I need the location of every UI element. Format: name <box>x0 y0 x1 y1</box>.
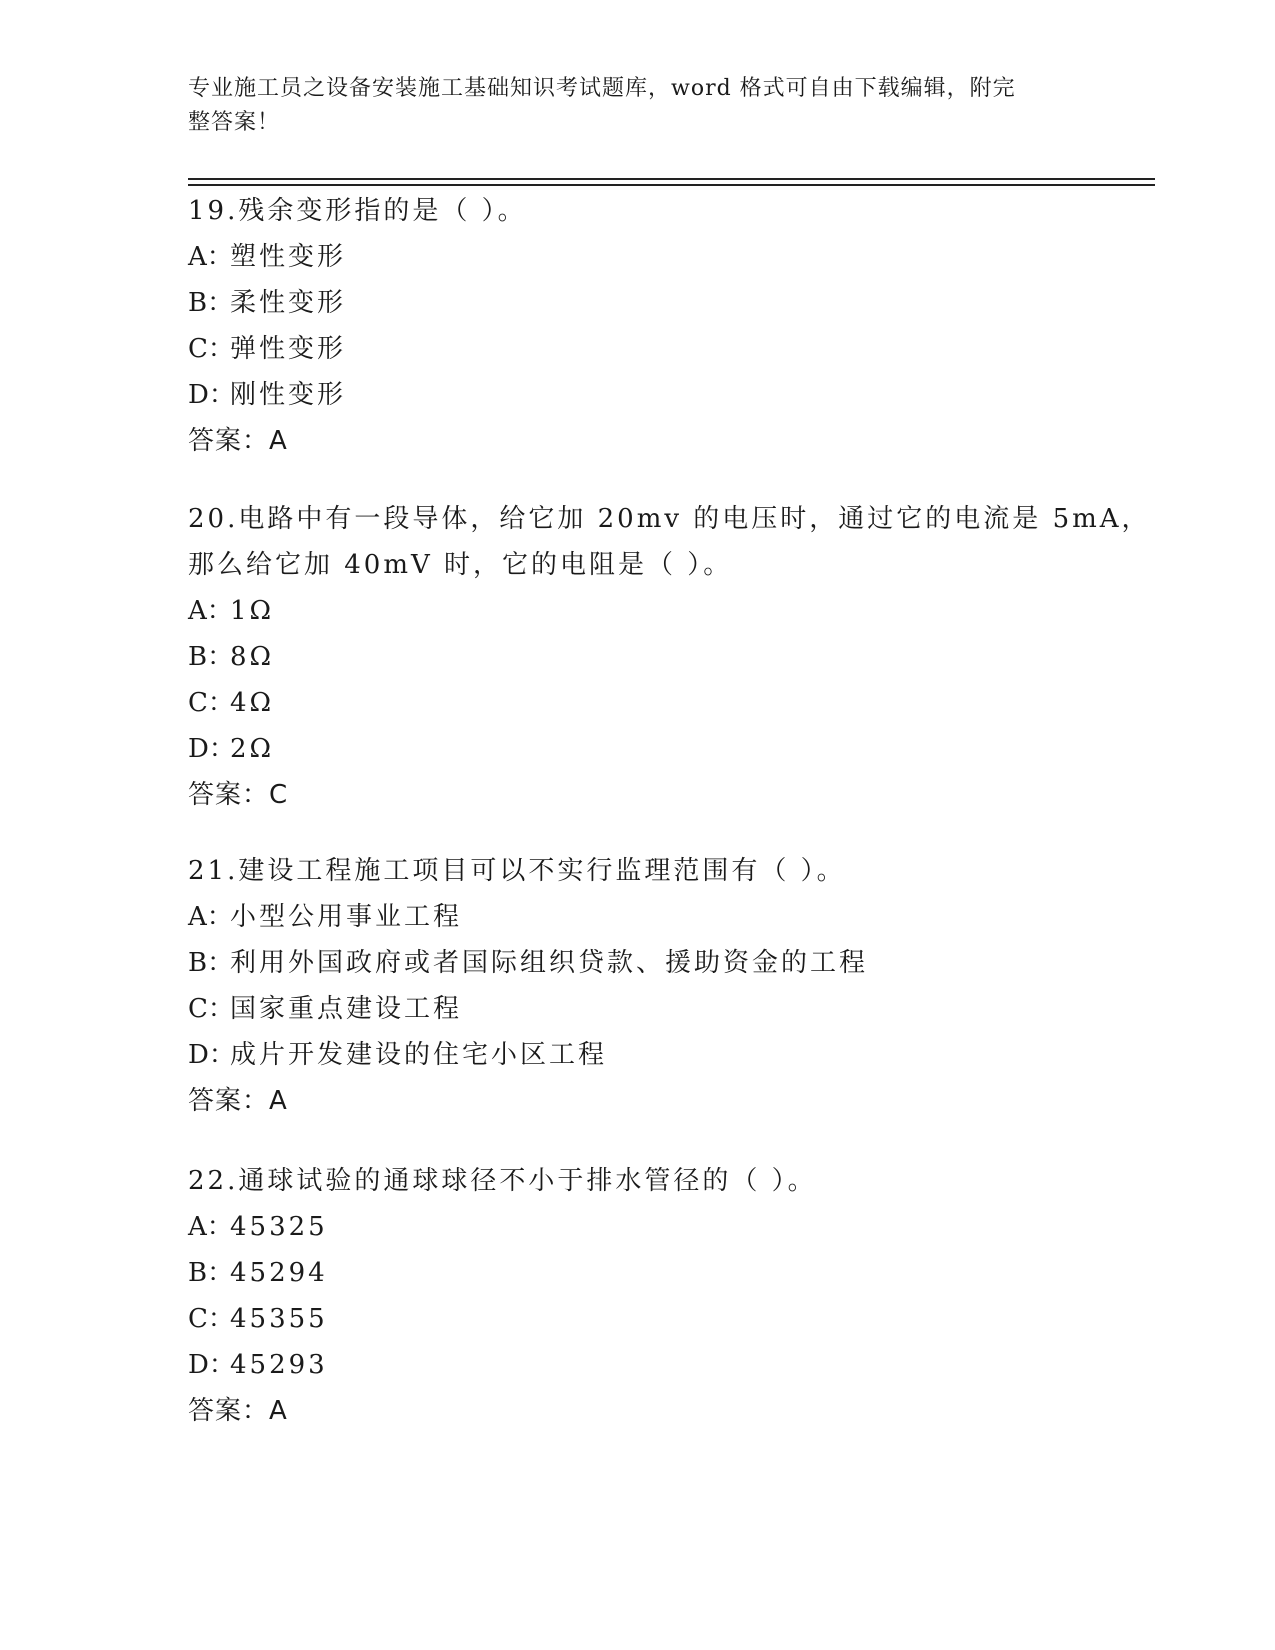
option-b <box>188 280 1088 326</box>
option-text: 45355 <box>230 1304 328 1334</box>
option-label: A： <box>188 902 233 932</box>
option-a <box>188 588 1088 634</box>
document-header <box>188 72 1088 140</box>
answer: 答案：C <box>188 780 289 810</box>
option-text: 45293 <box>230 1350 328 1380</box>
option-label: C： <box>188 1304 234 1334</box>
option-text: 塑性变形 <box>230 242 347 272</box>
option-b <box>188 634 1088 680</box>
question-21 <box>188 848 1088 1124</box>
option-text: 8Ω <box>230 642 275 672</box>
header-line-2: 整答案！ <box>188 110 281 135</box>
option-label: B： <box>188 948 234 978</box>
option-text: 国家重点建设工程 <box>230 994 463 1024</box>
option-a <box>188 234 1088 280</box>
question-22 <box>188 1158 1088 1434</box>
option-label: A： <box>188 1212 233 1242</box>
option-text: 45325 <box>230 1212 328 1242</box>
option-label: C： <box>188 688 234 718</box>
option-label: D： <box>188 1350 235 1380</box>
option-label: A： <box>188 596 233 626</box>
option-a <box>188 894 1088 940</box>
option-label: B： <box>188 288 234 318</box>
header-rule-top <box>188 178 1155 180</box>
option-text: 2Ω <box>230 734 275 764</box>
option-text: 45294 <box>230 1258 328 1288</box>
question-19 <box>188 188 1088 464</box>
option-d <box>188 1342 1088 1388</box>
option-text: 利用外国政府或者国际组织贷款、援助资金的工程 <box>230 948 869 978</box>
question-stem: 20.电路中有一段导体，给它加 20mv 的电压时，通过它的电流是 5mA， <box>188 504 1151 534</box>
question-stem: 21.建设工程施工项目可以不实行监理范围有（ ）。 <box>188 856 846 886</box>
option-a <box>188 1204 1088 1250</box>
option-text: 4Ω <box>230 688 275 718</box>
option-label: D： <box>188 1040 235 1070</box>
question-stem: 19.残余变形指的是（ ）。 <box>188 196 527 226</box>
option-b <box>188 940 1088 986</box>
answer: 答案：A <box>188 1396 288 1426</box>
header-line-1: 专业施工员之设备安装施工基础知识考试题库，word 格式可自由下载编辑，附完 <box>188 76 1016 101</box>
option-text: 柔性变形 <box>230 288 347 318</box>
option-label: B： <box>188 642 234 672</box>
header-rule-bottom <box>188 184 1155 186</box>
question-stem: 22.通球试验的通球球径不小于排水管径的（ ）。 <box>188 1166 817 1196</box>
option-label: C： <box>188 994 234 1024</box>
option-c <box>188 326 1088 372</box>
answer: 答案：A <box>188 1086 288 1116</box>
option-label: C： <box>188 334 234 364</box>
option-d <box>188 726 1088 772</box>
option-label: D： <box>188 380 235 410</box>
option-text: 1Ω <box>230 596 275 626</box>
option-d <box>188 1032 1088 1078</box>
option-label: A： <box>188 242 233 272</box>
option-c <box>188 680 1088 726</box>
option-c <box>188 986 1088 1032</box>
question-20 <box>188 496 1151 818</box>
option-text: 成片开发建设的住宅小区工程 <box>230 1040 608 1070</box>
option-label: D： <box>188 734 235 764</box>
question-stem-continued: 那么给它加 40mV 时，它的电阻是（ ）。 <box>188 550 733 580</box>
option-text: 刚性变形 <box>230 380 347 410</box>
option-d <box>188 372 1088 418</box>
option-text: 弹性变形 <box>230 334 347 364</box>
option-text: 小型公用事业工程 <box>230 902 463 932</box>
option-b <box>188 1250 1088 1296</box>
answer: 答案：A <box>188 426 288 456</box>
option-c <box>188 1296 1088 1342</box>
option-label: B： <box>188 1258 234 1288</box>
